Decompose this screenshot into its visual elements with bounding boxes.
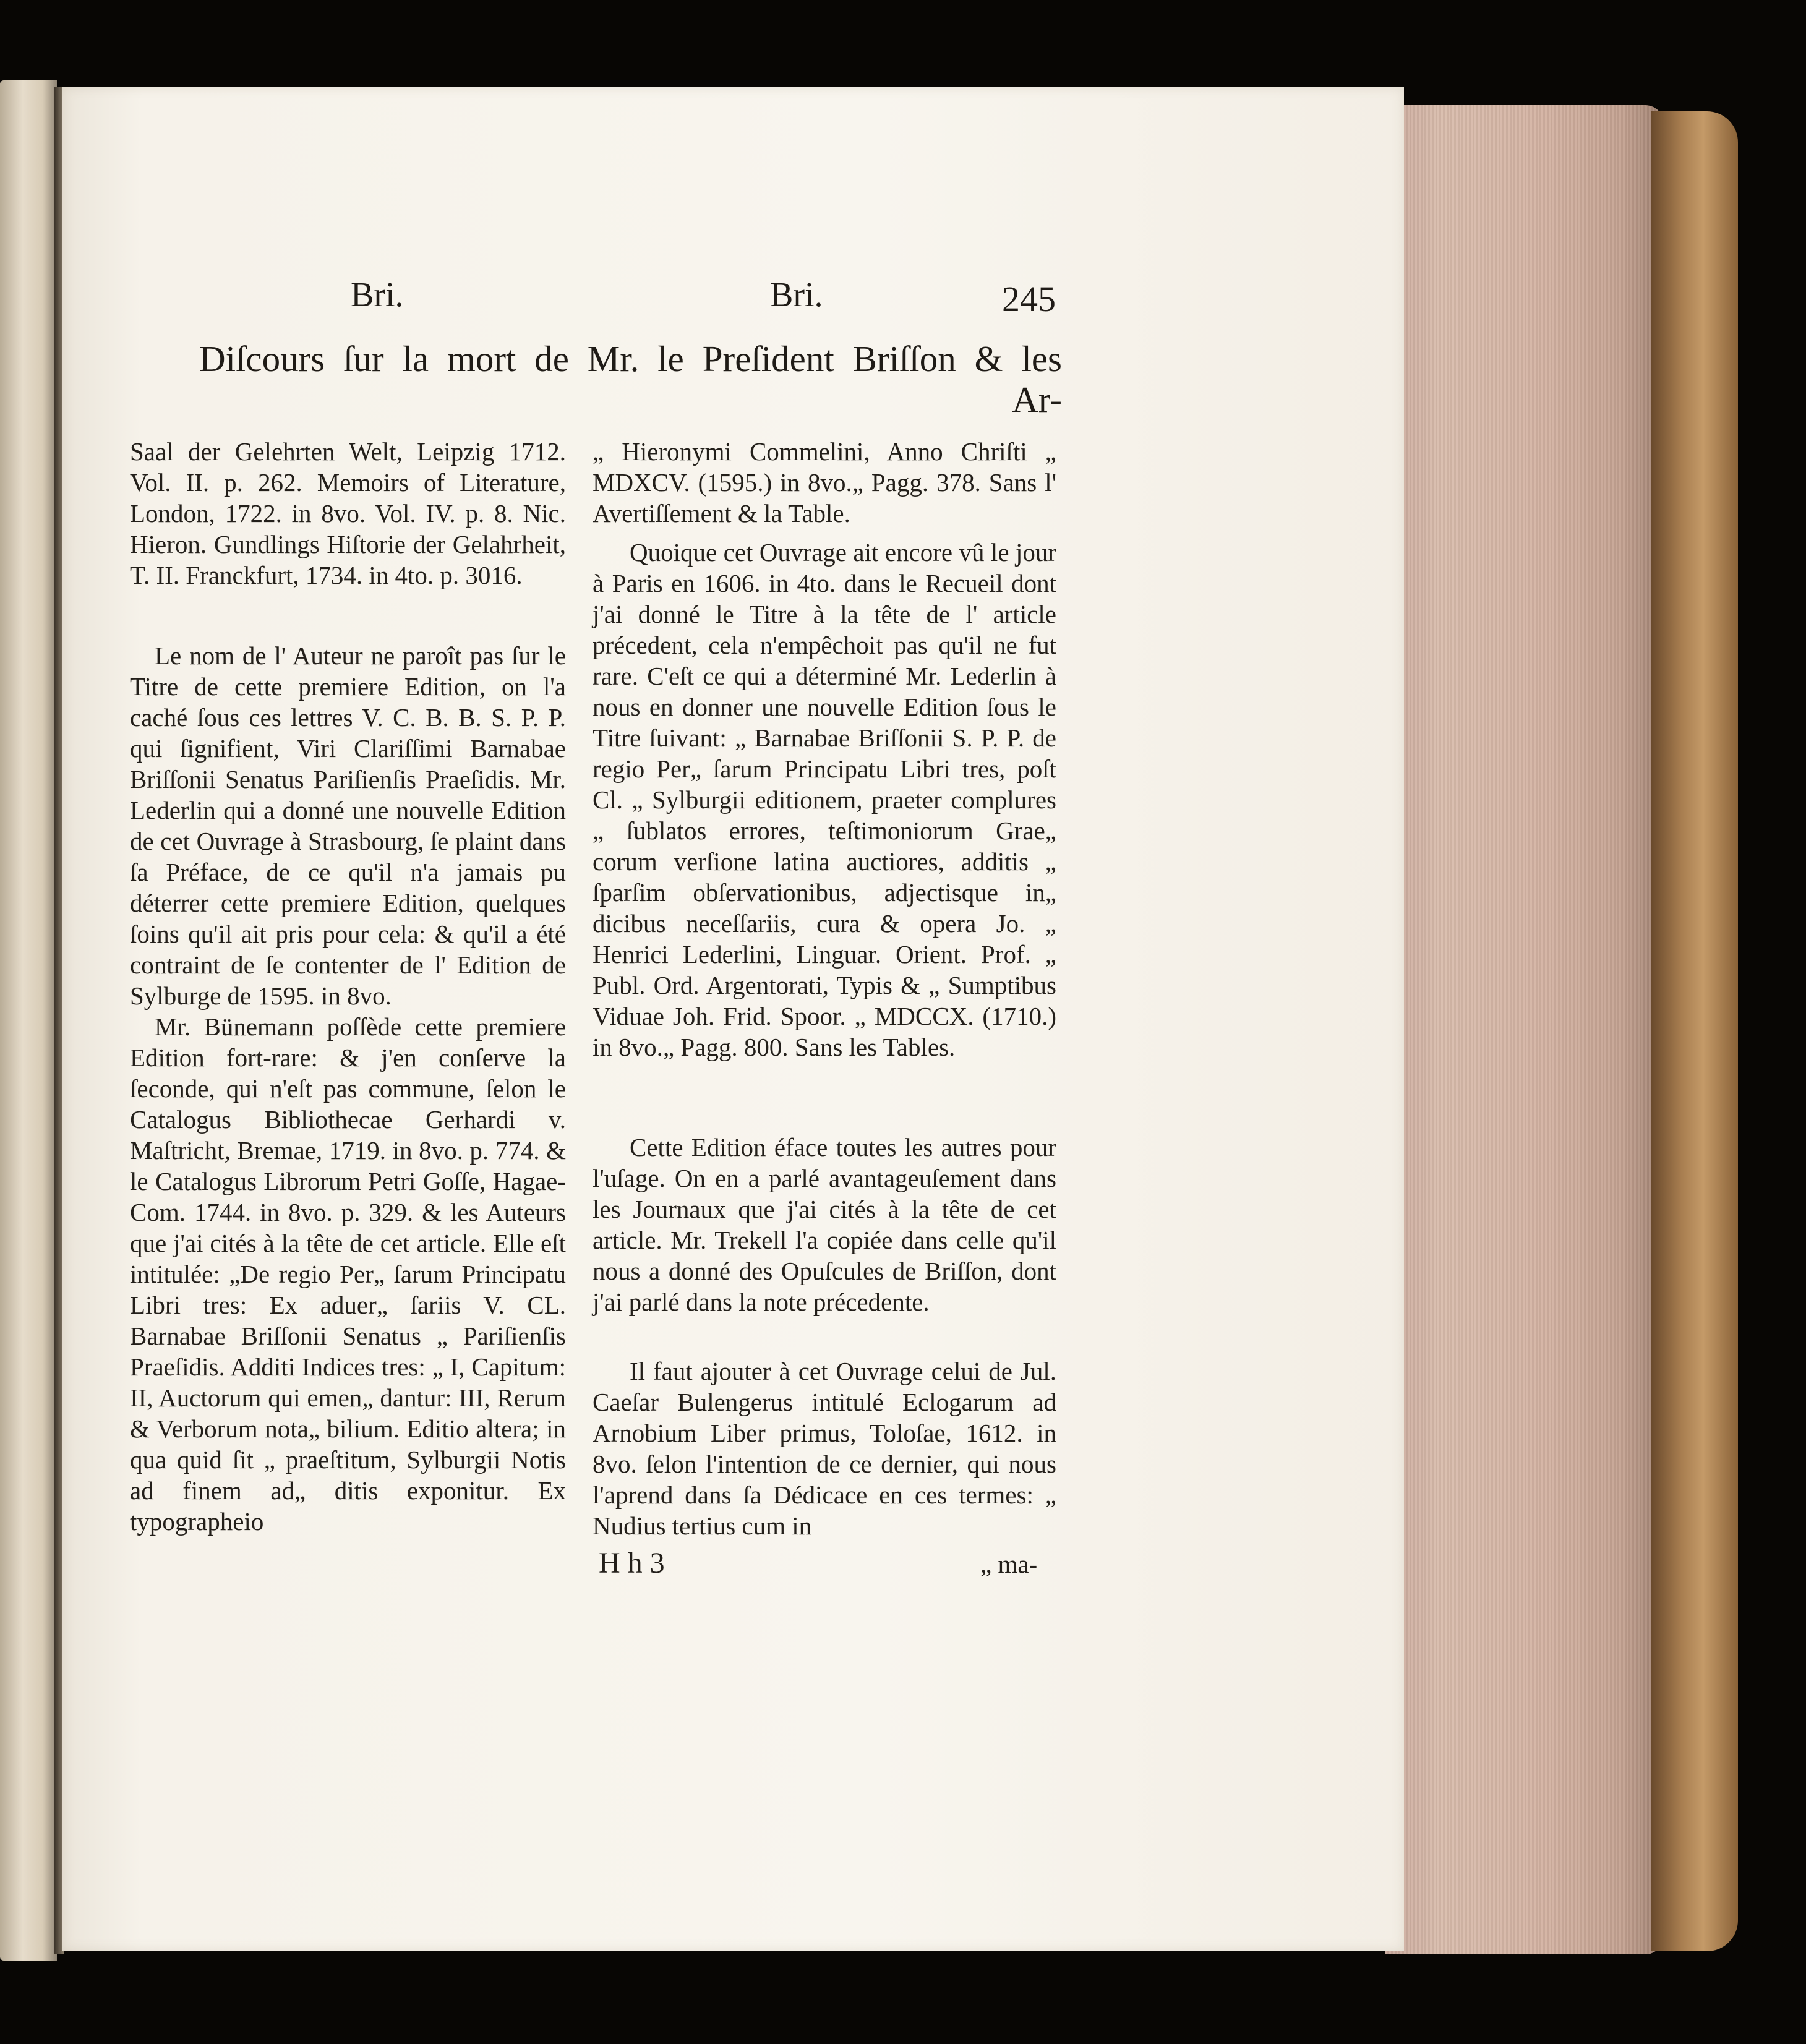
left-column-paragraph: Mr. Bünemann poſſède cette premiere Edition fort-rare: & j'en conſerve la ſeconde, qui n'eſt pas commune, ſelon le Catalogus Bibliothecae Gerhardi v. Maſtricht, Bremae, 1719. in 8vo. p. 774. & le Catalogus Librorum Petri Goſſe, Hagae-Com. 1744. in 8vo. p. 329. & les Auteurs que j'ai cités à la tête de cet article. Elle eſt intitulée: „De regio Per„ ſarum Principatu Libri tres: Ex aduer„ ſariis V. CL. Barnabae Briſſonii Senatus „ Pariſienſis Praeſidis. Additi Indices tres: „ I, Capitum: II, Auctorum qui emen„ dantur: III, Rerum & Verborum nota„ bilium. Editio altera; in qua quid ſit „ praeſtitum, Sylburgii Notis ad finem ad„ ditis exponitur. Ex typographeio (130, 1012, 566, 1536)
catchword: „ ma- (980, 1550, 1038, 1578)
leather-cover-board (1651, 111, 1738, 1951)
right-column-paragraph: Il faut ajouter à cet Ouvrage celui de Jul. Caeſar Bulengerus intitulé Eclogarum ad Arnobium Liber primus, Toloſae, 1612. in 8vo. ſelon l'intention de ce dernier, qui nous l'aprend dans ſa Dédicace en ces termes: „ Nudius tertius cum in (593, 1357, 1056, 1540)
right-column-paragraph: „ Hieronymi Commelini, Anno Chriſti „ MDXCV. (1595.) in 8vo.„ Pagg. 378. Sans l' Avertiſſement & la Table. (593, 437, 1056, 528)
page-number: 245 (1002, 279, 1056, 319)
right-column-paragraph: Cette Edition éface toutes les autres pour l'uſage. On en a parlé avantageuſement dans les Journaux que j'ai cités à la tête de cet article. Mr. Trekell l'a copiée dans celle qu'il nous a donné des Opuſcules de Briſſon, dont j'ai parlé dans la note précedente. (593, 1133, 1056, 1316)
left-column-paragraph: Le nom de l' Auteur ne paroît pas ſur le Titre de cette premiere Edition, on l'a caché ſous ces lettres V. C. B. B. S. P. P. qui ſignifient, Viri Clariſſimi Barnabae Briſſonii Senatus Pariſienſis Praeſidis. Mr. Lederlin qui a donné une nouvelle Edition de cet Ouvrage à Strasbourg, ſe plaint dans ſa Préface, de ce qu'il n'a jamais pu déterrer cette premiere Edition, quelques ſoins qu'il ait pris pour cela: & qu'il a été contraint de ſe contenter de l' Edition de Sylburge de 1595. in 8vo. (130, 641, 566, 1010)
book-fore-edge (1385, 105, 1664, 1954)
left-page-edge (0, 80, 57, 1961)
running-head-left: Bri. (351, 276, 404, 314)
running-head-right: Bri. (770, 276, 823, 314)
signature-mark: H h 3 (599, 1547, 665, 1580)
heading-continuation: Ar- (1012, 379, 1062, 420)
right-column-paragraph: Quoique cet Ouvrage ait encore vû le jour à Paris en 1606. in 4to. dans le Recueil dont j'ai donné le Titre à la tête de l' article précedent, cela n'empêchoit pas qu'il ne fut rare. C'eſt ce qui a déterminé Mr. Lederlin à nous en donner une nouvelle Edition ſous le Titre ſuivant: „ Barnabae Briſſonii S. P. P. de regio Per„ ſarum Principatu Libri tres, poſt Cl. „ Sylburgii editionem, praeter complures „ ſublatos errores, teſtimoniorum Grae„ corum verſione latina auctiores, additis „ ſparſim obſervationibus, adjectisque in„ dicibus neceſſariis, cura & opera Jo. „ Henrici Lederlini, Linguar. Orient. Prof. „ Publ. Ord. Argentorati, Typis & „ Sumptibus Viduae Joh. Frid. Spoor. „ MDCCX. (1710.) in 8vo.„ Pagg. 800. Sans les Tables. (593, 538, 1056, 1061)
left-column-paragraph: Saal der Gelehrten Welt, Leipzig 1712. Vol. II. p. 262. Memoirs of Literature, London, 1722. in 8vo. Vol. IV. p. 8. Nic. Hieron. Gundlings Hiſtorie der Gelahrheit, T. II. Franckfurt, 1734. in 4to. p. 3016. (130, 437, 566, 589)
heading-line: Diſcours ſur la mort de Mr. le Preſident Briſſon & les (199, 338, 1062, 379)
